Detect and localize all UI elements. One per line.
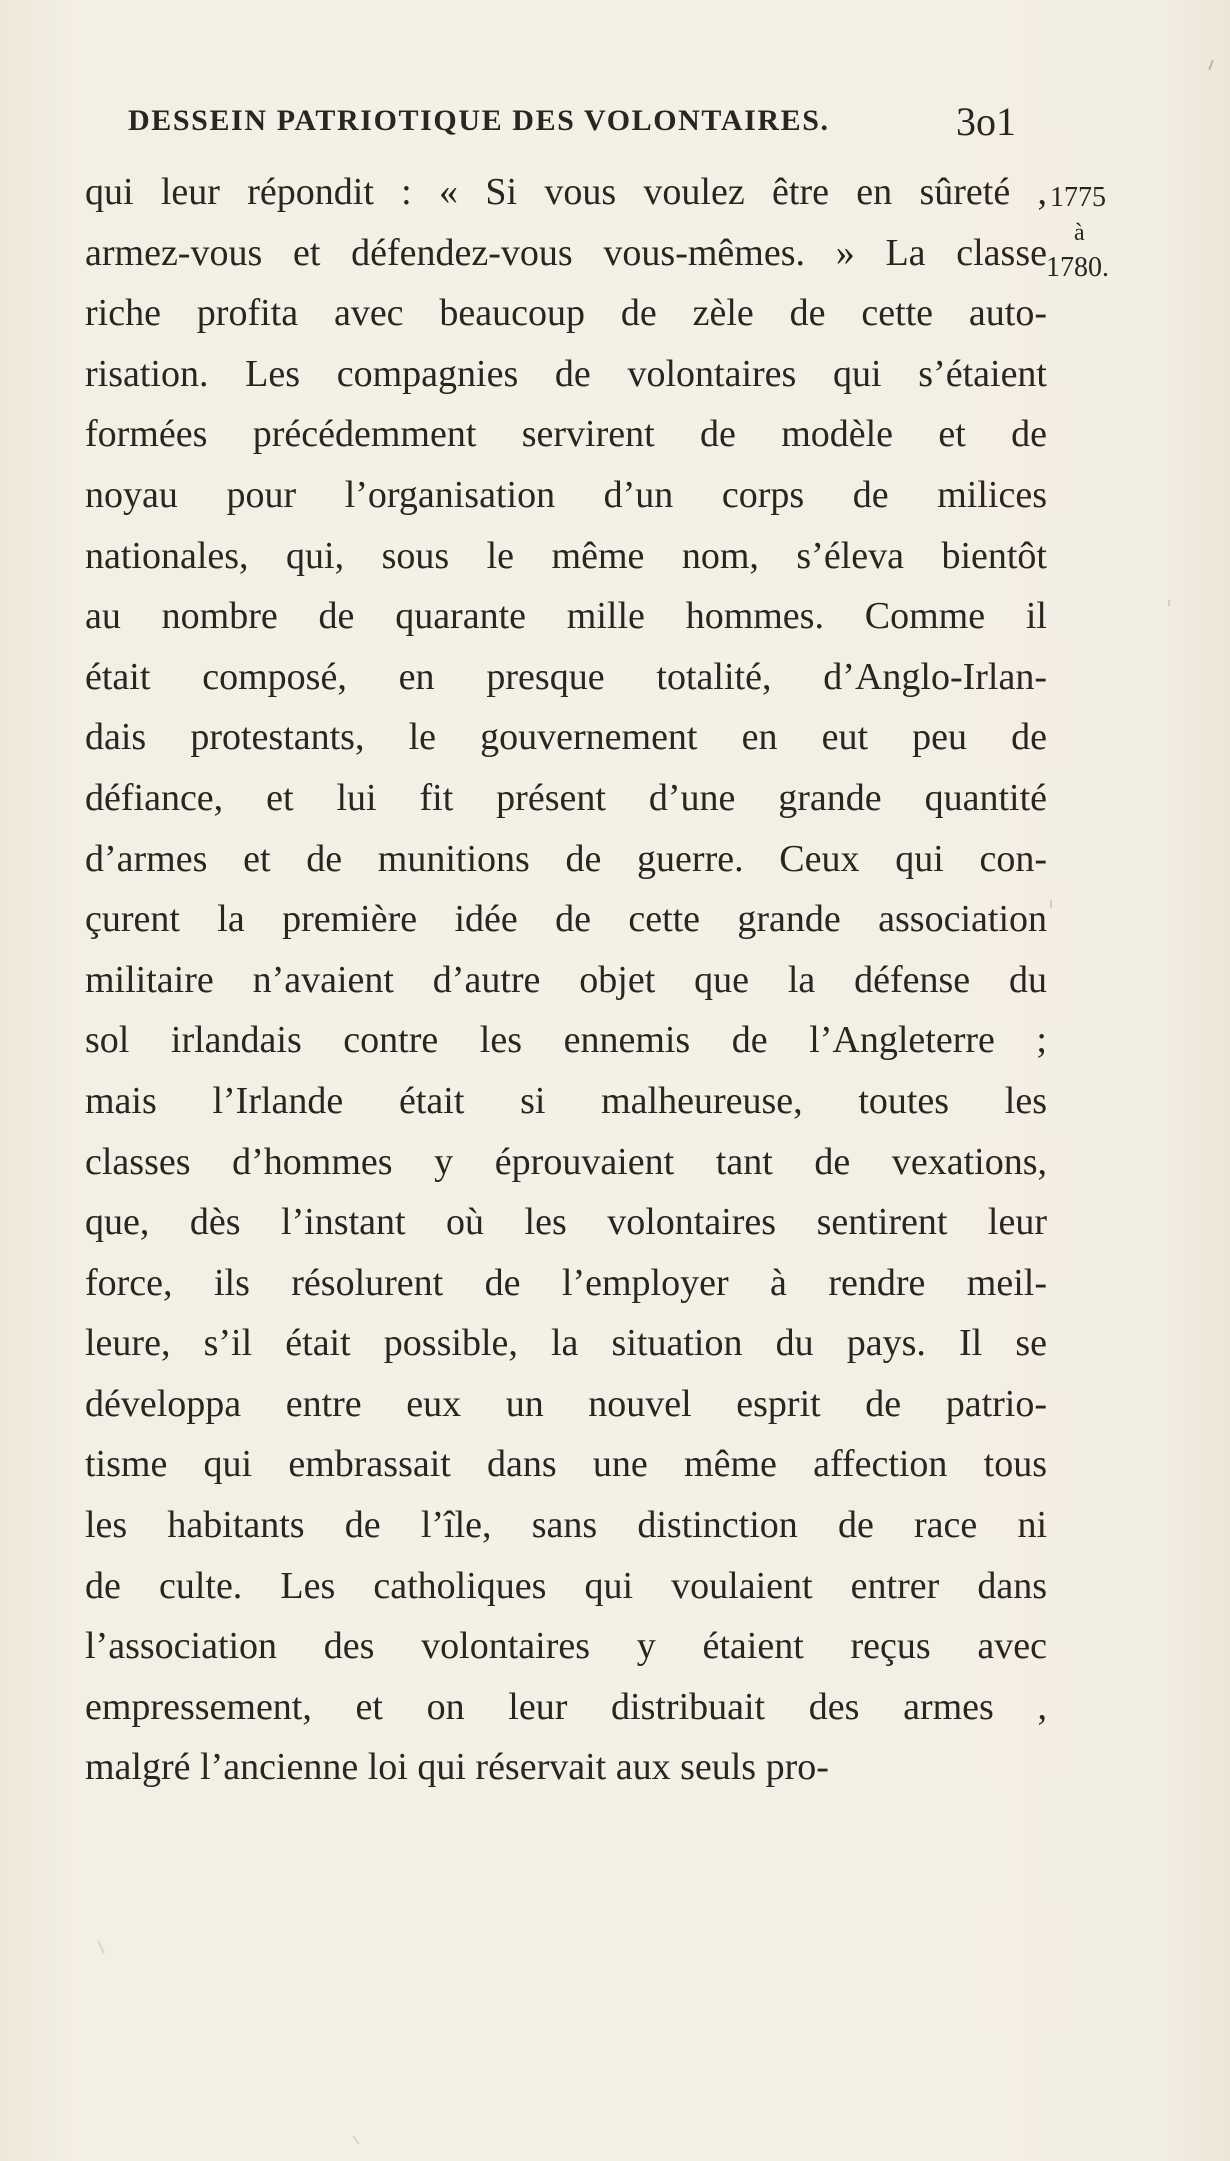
margin-date-connector: à	[1074, 220, 1085, 246]
text-line: empressement, et on leur distribuait des armes ,	[85, 1685, 1047, 1728]
text-line: l’association des volontaires y étaient reçus avec	[85, 1625, 1047, 1668]
text-line: leure, s’il était possible, la situation du pays. Il se	[85, 1322, 1047, 1365]
text-line: çurent la première idée de cette grande association	[85, 898, 1047, 941]
text-line: qui leur répondit : « Si vous voulez être en sûreté ,	[85, 171, 1047, 213]
text-line: de culte. Les catholiques qui voulaient entrer dans	[85, 1564, 1047, 1607]
text-line: riche profita avec beaucoup de zèle de cette auto-	[85, 292, 1047, 335]
text-line: les habitants de l’île, sans distinction de race ni	[85, 1504, 1047, 1547]
margin-date-to: 1780.	[1046, 252, 1109, 283]
paper-speck	[1168, 600, 1170, 606]
text-line: mais l’Irlande était si malheureuse, toutes les	[85, 1079, 1047, 1122]
text-line: force, ils résolurent de l’employer à rendre meil-	[85, 1261, 1047, 1304]
text-line: tisme qui embrassait dans une même affection tous	[85, 1443, 1047, 1486]
text-line: était composé, en presque totalité, d’Anglo-Irlan-	[85, 655, 1047, 698]
text-line: sol irlandais contre les ennemis de l’Angleterre ;	[85, 1019, 1047, 1062]
margin-date-from: 1775	[1050, 182, 1106, 213]
body-text	[85, 162, 1047, 1798]
text-line: militaire n’avaient d’autre objet que la défense du	[85, 958, 1047, 1001]
paper-speck	[1050, 900, 1052, 908]
page-number: 3o1	[956, 99, 1016, 144]
text-line: au nombre de quarante mille hommes. Comme il	[85, 595, 1047, 638]
text-line: armez-vous et défendez-vous vous-mêmes. » La classe	[85, 231, 1047, 274]
text-line: classes d’hommes y éprouvaient tant de vexations,	[85, 1140, 1047, 1183]
text-line: dais protestants, le gouvernement en eut peu de	[85, 716, 1047, 759]
paper-speck	[97, 1940, 105, 1954]
text-line: nationales, qui, sous le même nom, s’éleva bientôt	[85, 534, 1047, 577]
paper-speck	[352, 2135, 359, 2144]
running-head-title: DESSEIN PATRIOTIQUE DES VOLONTAIRES.	[128, 104, 830, 137]
paper-speck	[1208, 60, 1213, 70]
text-line: noyau pour l’organisation d’un corps de milices	[85, 473, 1047, 516]
text-line: défiance, et lui fit présent d’une grande quantité	[85, 776, 1047, 819]
text-line: malgré l’ancienne loi qui réservait aux seuls pro-	[85, 1746, 829, 1789]
text-line: risation. Les compagnies de volontaires qui s’étaient	[85, 352, 1047, 395]
text-line: d’armes et de munitions de guerre. Ceux qui con-	[85, 837, 1047, 880]
running-head	[128, 98, 1016, 148]
text-line: formées précédemment servirent de modèle et de	[85, 413, 1047, 456]
text-line: développa entre eux un nouvel esprit de patrio-	[85, 1382, 1047, 1425]
text-line: que, dès l’instant où les volontaires sentirent leur	[85, 1201, 1047, 1244]
